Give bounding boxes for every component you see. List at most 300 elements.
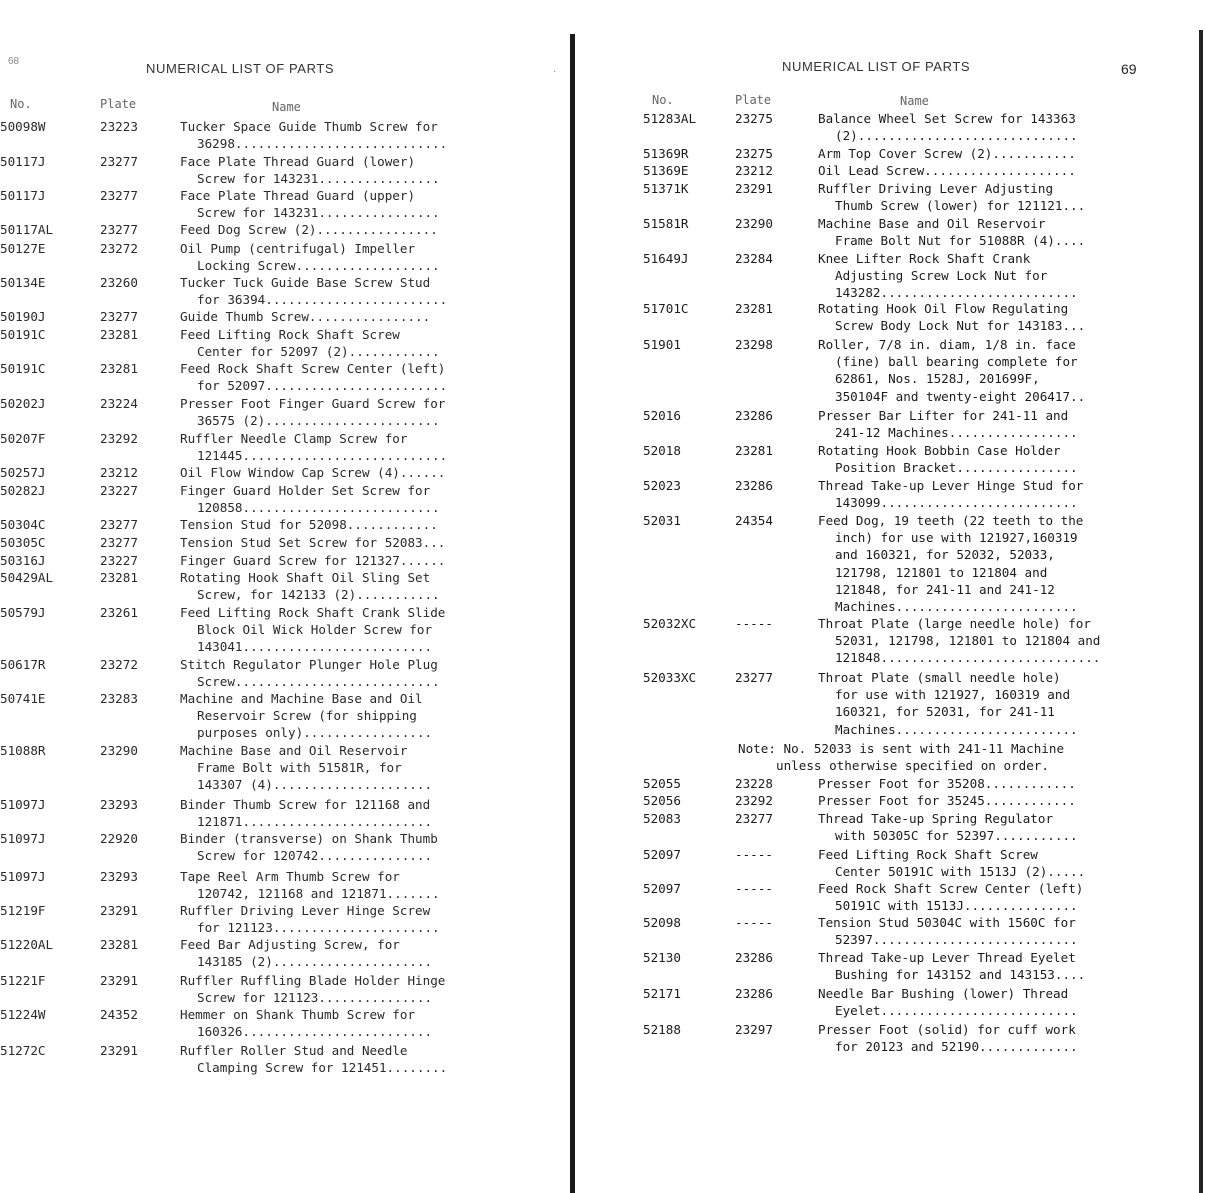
part-entry [643, 914, 1173, 948]
part-entry [643, 110, 1173, 144]
part-name [180, 1006, 432, 1040]
part-number: 51649J [643, 251, 689, 266]
column-header-plate: Plate [735, 93, 772, 107]
plate-number: 23293 [100, 797, 138, 812]
part-name [818, 669, 1078, 738]
part-name-line: 350104F and twenty-eight 206417.. [835, 388, 1086, 404]
part-entry [0, 240, 560, 274]
part-name [180, 742, 432, 794]
plate-number: 23227 [100, 483, 138, 498]
part-name-line: Feed Lifting Rock Shaft Screw [818, 847, 1038, 862]
part-name-line: with 50305C for 52397........... [835, 828, 1078, 844]
part-name-line: Screw Body Lock Nut for 143183... [835, 318, 1086, 334]
plate-number: 23292 [735, 793, 773, 808]
part-entry [643, 145, 1173, 162]
part-number: 51097J [0, 869, 46, 884]
part-number: 52033XC [643, 670, 697, 685]
part-name-line: Reservoir Screw (for shipping [197, 708, 417, 724]
part-name [818, 880, 1083, 914]
part-number: 50117J [0, 188, 46, 203]
part-entry [643, 669, 1173, 738]
part-name-line: Screw for 121123............... [197, 990, 433, 1006]
part-entry [643, 949, 1173, 983]
part-number: 51901 [643, 337, 681, 352]
plate-number: 24354 [735, 513, 773, 528]
part-name-line: Center 50191C with 1513J (2)..... [835, 864, 1086, 880]
part-entry [643, 336, 1173, 405]
part-entry [643, 512, 1173, 615]
part-name [180, 482, 440, 516]
part-name-line: Adjusting Screw Lock Nut for [835, 268, 1048, 284]
part-number: 52023 [643, 478, 681, 493]
part-name [180, 569, 440, 603]
part-name-line: Machine Base and Oil Reservoir [818, 216, 1046, 231]
part-number: 51224W [0, 1007, 46, 1022]
part-number: 50305C [0, 535, 46, 550]
part-name-line: 160321, for 52031, for 241-11 [835, 704, 1055, 720]
part-name-line: 143099.......................... [835, 495, 1078, 511]
part-entry [643, 810, 1173, 844]
part-entry [643, 300, 1173, 334]
part-entry [0, 936, 560, 970]
part-name [818, 949, 1085, 983]
plate-number: ----- [735, 847, 773, 862]
part-name [818, 110, 1078, 144]
part-number: 51701C [643, 301, 689, 316]
part-number: 50127E [0, 241, 46, 256]
part-name-line: Machine Base and Oil Reservoir [180, 743, 408, 758]
part-name-line: Feed Bar Adjusting Screw, for [180, 937, 400, 952]
part-number: 52188 [643, 1022, 681, 1037]
plate-number: ----- [735, 616, 773, 631]
part-number: 52016 [643, 408, 681, 423]
plate-number: 23277 [735, 670, 773, 685]
part-name-line: Feed Lifting Rock Shaft Screw [180, 327, 400, 342]
plate-number: 23281 [100, 327, 138, 342]
part-name [180, 690, 432, 742]
part-name-line: Tape Reel Arm Thumb Screw for [180, 869, 400, 884]
page-number: 68 [8, 56, 20, 67]
plate-number: 23261 [100, 605, 138, 620]
part-entry [643, 775, 1173, 792]
part-entry [0, 604, 560, 656]
plate-number: 23224 [100, 396, 138, 411]
plate-number: 22920 [100, 831, 138, 846]
plate-number: 23281 [735, 443, 773, 458]
part-entry [0, 430, 560, 464]
part-entry [0, 868, 560, 902]
part-name [818, 250, 1078, 302]
part-entry [0, 516, 560, 533]
part-number: 50202J [0, 396, 46, 411]
plate-number: 23275 [735, 146, 773, 161]
part-name [818, 162, 1076, 179]
part-name-line: Tucker Tuck Guide Base Screw Stud [180, 275, 431, 290]
plate-number: 23291 [100, 973, 138, 988]
part-name-line: Locking Screw................... [197, 258, 440, 274]
part-entry [0, 552, 560, 569]
part-name-line: Screw, for 142133 (2)........... [197, 587, 440, 603]
part-number: 50282J [0, 483, 46, 498]
plate-number: 23277 [100, 535, 138, 550]
part-name-line: Rotating Hook Shaft Oil Sling Set [180, 570, 431, 585]
column-header-no: No. [10, 97, 32, 111]
plate-number: 23212 [735, 163, 773, 178]
plate-number: 23277 [100, 517, 138, 532]
part-number: 51221F [0, 973, 46, 988]
part-number: 50191C [0, 327, 46, 342]
part-entry [643, 846, 1173, 880]
part-entry [0, 902, 560, 936]
part-name [180, 796, 432, 830]
part-name-line: Roller, 7/8 in. diam, 1/8 in. face [818, 337, 1076, 352]
part-name-line: Screw for 143231................ [197, 205, 440, 221]
plate-number: 23286 [735, 986, 773, 1001]
part-name-line: Eyelet.......................... [835, 1003, 1078, 1019]
part-name-line: Binder Thumb Screw for 121168 and [180, 797, 431, 812]
part-entry [0, 690, 560, 742]
part-name-line: Throat Plate (small needle hole) [818, 670, 1061, 685]
part-name-line: Balance Wheel Set Screw for 143363 [818, 111, 1076, 126]
part-name [180, 240, 440, 274]
part-name-line: 143041......................... [197, 639, 433, 655]
part-name-line: Rotating Hook Bobbin Case Holder [818, 443, 1061, 458]
part-name-line: Finger Guard Screw for 121327...... [180, 553, 446, 568]
part-name [818, 615, 1100, 667]
part-number: 50207F [0, 431, 46, 446]
part-name [180, 552, 445, 569]
page-edge [1199, 30, 1203, 1193]
part-name-line: Presser Bar Lifter for 241-11 and [818, 408, 1069, 423]
part-number: 50117J [0, 154, 46, 169]
plate-number: 23286 [735, 478, 773, 493]
part-entry [643, 792, 1173, 809]
part-name-line: 121848............................. [835, 650, 1101, 666]
part-name-line: Ruffler Roller Stud and Needle [180, 1043, 408, 1058]
part-name-line: Knee Lifter Rock Shaft Crank [818, 251, 1031, 266]
part-name-line: Ruffler Driving Lever Hinge Screw [180, 903, 431, 918]
part-name-line: Face Plate Thread Guard (upper) [180, 188, 416, 203]
plate-number: 23272 [100, 241, 138, 256]
plate-number: 23292 [100, 431, 138, 446]
part-number: 51369R [643, 146, 689, 161]
part-entry [643, 180, 1173, 214]
plate-number: 23228 [735, 776, 773, 791]
part-name [818, 914, 1078, 948]
part-name-line: Ruffler Ruffling Blade Holder Hinge [180, 973, 446, 988]
part-entry [0, 308, 560, 325]
part-number: 52018 [643, 443, 681, 458]
part-name-line: 120858.......................... [197, 500, 440, 516]
part-number: 51219F [0, 903, 46, 918]
part-name [180, 902, 440, 936]
part-name-line: Frame Bolt Nut for 51088R (4).... [835, 233, 1086, 249]
part-name-line: Machines........................ [835, 721, 1078, 737]
part-number: 50741E [0, 691, 46, 706]
part-number: 51283AL [643, 111, 697, 126]
part-name-line: Position Bracket................ [835, 460, 1078, 476]
part-name [818, 985, 1078, 1019]
part-entry [0, 274, 560, 308]
part-name-line: Presser Foot (solid) for cuff work [818, 1022, 1076, 1037]
part-number: 51369E [643, 163, 689, 178]
plate-number: 23275 [735, 111, 773, 126]
plate-number: 23227 [100, 553, 138, 568]
part-name [818, 512, 1083, 615]
part-name-line: Tension Stud Set Screw for 52083... [180, 535, 446, 550]
part-name-line: Tension Stud 50304C with 1560C for [818, 915, 1076, 930]
part-number: 51088R [0, 743, 46, 758]
part-name-line: Finger Guard Holder Set Screw for [180, 483, 431, 498]
part-number: 52097 [643, 847, 681, 862]
part-name-line: and 160321, for 52032, 52033, [835, 547, 1055, 563]
part-name-line: Center for 52097 (2)............ [197, 344, 440, 360]
part-name-line: Throat Plate (large needle hole) for [818, 616, 1091, 631]
part-name-line: Oil Lead Screw.................... [818, 163, 1076, 178]
right-page [573, 0, 1195, 1193]
part-name-line: Thumb Screw (lower) for 121121... [835, 198, 1086, 214]
part-name-line: Face Plate Thread Guard (lower) [180, 154, 416, 169]
plate-number: 23297 [735, 1022, 773, 1037]
plate-number: 23284 [735, 251, 773, 266]
part-number: 50429AL [0, 570, 54, 585]
part-entry [0, 1006, 560, 1040]
part-entry [643, 1021, 1173, 1055]
part-name-line: Tucker Space Guide Thumb Screw for [180, 119, 438, 134]
part-name [818, 792, 1076, 809]
part-entry [643, 407, 1173, 441]
column-header-name: Name [272, 100, 301, 114]
page-title: NUMERICAL LIST OF PARTS [146, 61, 335, 76]
plate-number: 23277 [100, 154, 138, 169]
part-entry [0, 360, 560, 394]
part-name [818, 180, 1085, 214]
part-entry [0, 742, 560, 794]
part-number: 50134E [0, 275, 46, 290]
part-name-line: for 36394........................ [197, 292, 448, 308]
part-entry [0, 569, 560, 603]
part-name-line: Frame Bolt with 51581R, for [197, 760, 402, 776]
part-name-line: 50191C with 1513J............... [835, 898, 1078, 914]
part-entry [643, 162, 1173, 179]
part-name [818, 145, 1076, 162]
part-name-line: 36298............................ [197, 136, 448, 152]
part-name-line: 143185 (2)..................... [197, 954, 433, 970]
part-number: 50304C [0, 517, 46, 532]
part-number: 50579J [0, 605, 46, 620]
column-header-plate: Plate [100, 97, 137, 111]
part-number: 51220AL [0, 937, 54, 952]
part-name [180, 868, 440, 902]
part-entry [0, 534, 560, 551]
part-name-line: 52031, 121798, 121801 to 121804 and [835, 633, 1101, 649]
part-name-line: 121871......................... [197, 814, 433, 830]
part-name-line: Feed Dog, 19 teeth (22 teeth to the [818, 513, 1084, 528]
part-number: 51272C [0, 1043, 46, 1058]
plate-number: 23291 [100, 903, 138, 918]
part-name-line: Presser Foot for 35245............ [818, 793, 1076, 808]
part-name [180, 395, 445, 429]
part-name [180, 221, 438, 238]
part-number: 51581R [643, 216, 689, 231]
plate-number: 23277 [100, 222, 138, 237]
plate-number: 23277 [735, 811, 773, 826]
part-number: 50316J [0, 553, 46, 568]
part-name-line: Presser Foot Finger Guard Screw for [180, 396, 446, 411]
plate-number: 23272 [100, 657, 138, 672]
part-name-line: Block Oil Wick Holder Screw for [197, 622, 433, 638]
part-name [818, 846, 1085, 880]
plate-number: 23290 [100, 743, 138, 758]
part-name-line: Feed Lifting Rock Shaft Crank Slide [180, 605, 446, 620]
plate-number: 23277 [100, 309, 138, 324]
part-name [818, 810, 1078, 844]
part-entry [0, 187, 560, 221]
part-name-line: Thread Take-up Spring Regulator [818, 811, 1054, 826]
plate-number: 23291 [735, 181, 773, 196]
plate-number: 23293 [100, 869, 138, 884]
part-name [818, 407, 1078, 441]
plate-number: ----- [735, 915, 773, 930]
part-entry [0, 796, 560, 830]
part-name-line: 62861, Nos. 1528J, 201699F, [835, 371, 1040, 387]
part-name [180, 308, 430, 325]
part-number: 50190J [0, 309, 46, 324]
part-name-line: Bushing for 143152 and 143153.... [835, 967, 1086, 983]
column-header-name: Name [900, 94, 929, 108]
part-name [180, 656, 440, 690]
part-name-line: 36575 (2)....................... [197, 413, 440, 429]
part-entry [643, 442, 1173, 476]
part-entry [0, 221, 560, 238]
plate-number: 23212 [100, 465, 138, 480]
part-name-line: for use with 121927, 160319 and [835, 687, 1071, 703]
part-name-line: inch) for use with 121927,160319 [835, 530, 1078, 546]
left-page [0, 0, 562, 1193]
part-name [818, 336, 1085, 405]
plate-number: 23283 [100, 691, 138, 706]
part-number: 51097J [0, 831, 46, 846]
part-name-line: 160326......................... [197, 1024, 433, 1040]
part-number: 50191C [0, 361, 46, 376]
part-entry [0, 153, 560, 187]
part-name [180, 972, 445, 1006]
part-name-line: Machine and Machine Base and Oil [180, 691, 423, 706]
plate-number: 23277 [100, 188, 138, 203]
part-entry [0, 482, 560, 516]
part-name [180, 604, 445, 656]
part-entry [643, 215, 1173, 249]
part-entry [643, 250, 1173, 302]
part-entry [0, 326, 560, 360]
part-number: 52130 [643, 950, 681, 965]
part-name [818, 1021, 1078, 1055]
part-entry [0, 118, 560, 152]
part-name [180, 118, 447, 152]
part-name-line: Ruffler Needle Clamp Screw for [180, 431, 408, 446]
part-name-line: Ruffler Driving Lever Adjusting [818, 181, 1054, 196]
part-name-line: Oil Flow Window Cap Screw (4)...... [180, 465, 446, 480]
part-entry [643, 477, 1173, 511]
part-name [818, 300, 1085, 334]
plate-number: 23281 [735, 301, 773, 316]
part-name-line: Arm Top Cover Screw (2)........... [818, 146, 1076, 161]
plate-number: 23286 [735, 950, 773, 965]
part-name [180, 1042, 447, 1076]
plate-number: 23260 [100, 275, 138, 290]
plate-number: 23298 [735, 337, 773, 352]
part-name-line: for 121123...................... [197, 920, 440, 936]
part-name [180, 430, 447, 464]
part-entry [0, 1042, 560, 1076]
part-name [180, 326, 440, 360]
note-line: Note: No. 52033 is sent with 241-11 Machine [738, 741, 1065, 756]
part-name [180, 187, 440, 221]
part-name-line: 120742, 121168 and 121871....... [197, 886, 440, 902]
part-name [818, 442, 1078, 476]
part-entry [0, 972, 560, 1006]
plate-number: ----- [735, 881, 773, 896]
part-name-line: for 20123 and 52190............. [835, 1039, 1078, 1055]
page-number: 69 [1121, 61, 1137, 77]
part-number: 50617R [0, 657, 46, 672]
part-entry [643, 615, 1173, 667]
part-name [180, 936, 432, 970]
part-entry [643, 985, 1173, 1019]
part-number: 52098 [643, 915, 681, 930]
plate-number: 23290 [735, 216, 773, 231]
column-header-no: No. [652, 93, 674, 107]
part-name-line: Needle Bar Bushing (lower) Thread [818, 986, 1069, 1001]
part-name [180, 830, 438, 864]
part-name-line: Feed Rock Shaft Screw Center (left) [180, 361, 446, 376]
part-name-line: 121445........................... [197, 448, 448, 464]
part-name [180, 516, 438, 533]
part-entry [0, 830, 560, 864]
part-name [180, 464, 445, 481]
part-name-line: for 52097........................ [197, 378, 448, 394]
part-name [180, 153, 440, 187]
part-name-line: Thread Take-up Lever Thread Eyelet [818, 950, 1076, 965]
part-name-line: Binder (transverse) on Shank Thumb [180, 831, 438, 846]
plate-number: 23281 [100, 937, 138, 952]
part-number: 50257J [0, 465, 46, 480]
part-name-line: 241-12 Machines................. [835, 425, 1078, 441]
part-name-line: Screw for 143231................ [197, 171, 440, 187]
plate-number: 23281 [100, 361, 138, 376]
part-name-line: Screw........................... [197, 674, 440, 690]
part-name-line: Stitch Regulator Plunger Hole Plug [180, 657, 438, 672]
part-entry [643, 880, 1173, 914]
part-number: 52031 [643, 513, 681, 528]
part-number: 52056 [643, 793, 681, 808]
part-name [180, 274, 447, 308]
part-name-line: Rotating Hook Oil Flow Regulating [818, 301, 1069, 316]
part-number: 52171 [643, 986, 681, 1001]
part-name [180, 360, 447, 394]
plate-number: 24352 [100, 1007, 138, 1022]
part-name [818, 215, 1085, 249]
note [738, 740, 1064, 774]
part-name-line: (2)............................. [835, 128, 1078, 144]
plate-number: 23281 [100, 570, 138, 585]
part-entry [0, 464, 560, 481]
part-name-line: Tension Stud for 52098............ [180, 517, 438, 532]
part-entry [0, 395, 560, 429]
part-number: 52097 [643, 881, 681, 896]
part-name-line: Feed Dog Screw (2)................ [180, 222, 438, 237]
plate-number: 23223 [100, 119, 138, 134]
